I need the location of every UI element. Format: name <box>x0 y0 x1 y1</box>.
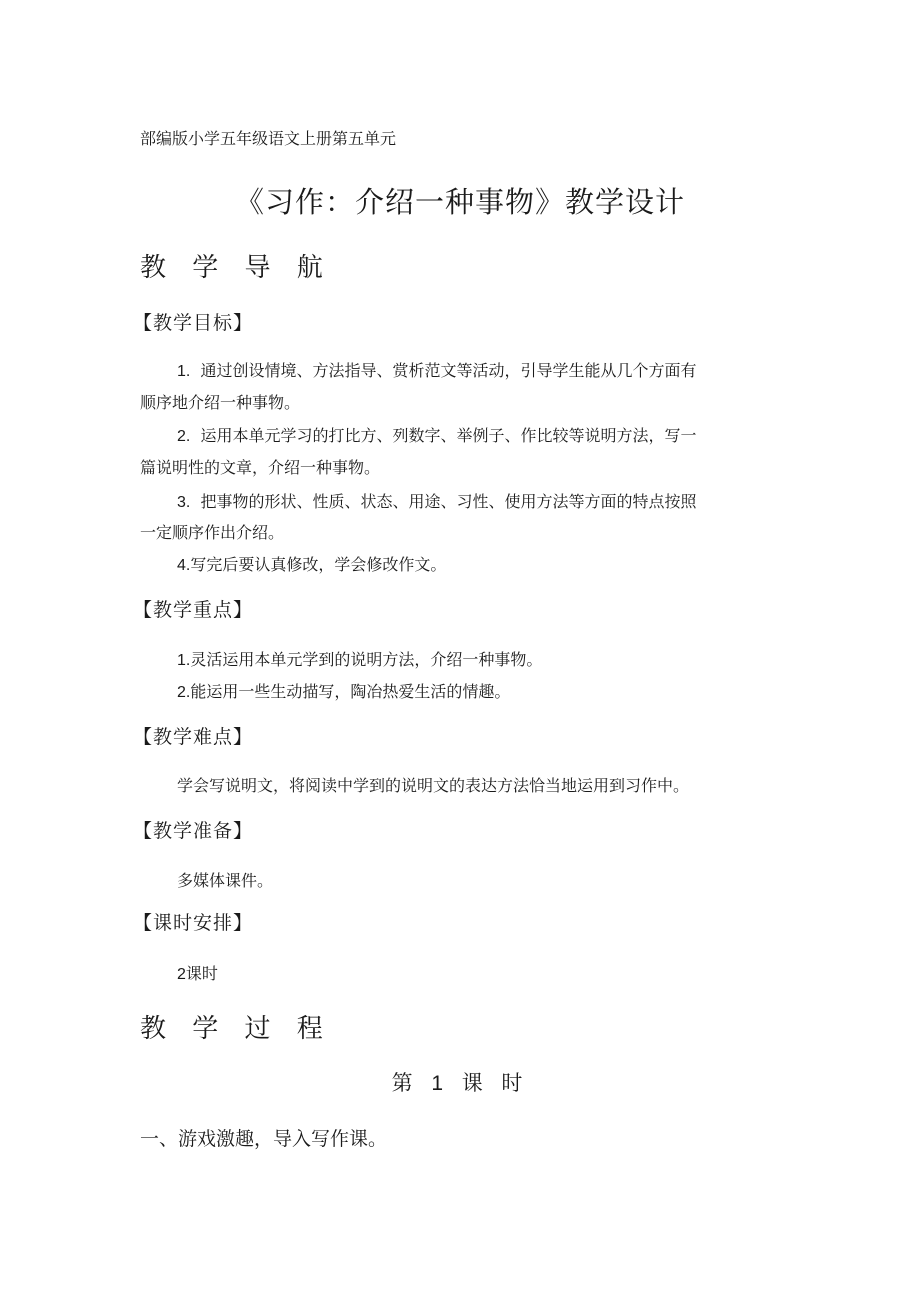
objective-item-3 <box>177 489 697 512</box>
heading-key-points: 【教学重点】 <box>133 599 254 621</box>
objective-item-1-cont: 顺序地介绍一种事物。 <box>140 393 301 412</box>
process-step-1: 一、游戏激趣，导入写作课。 <box>140 1128 388 1150</box>
objective-number: 4. <box>177 557 191 574</box>
objective-text: 把事物的形状、性质、状态、用途、习性、使用方法等方面的特点按照 <box>200 492 697 511</box>
heading-schedule: 【课时安排】 <box>133 912 254 934</box>
objective-item-2 <box>177 423 697 446</box>
key-point-item-2 <box>177 679 510 702</box>
objective-item-2-cont: 篇说明性的文章，介绍一种事物。 <box>140 458 381 477</box>
schedule-unit: 课时 <box>185 964 218 983</box>
objective-number: 3. <box>177 494 191 511</box>
objective-item-3-cont: 一定顺序作出介绍。 <box>140 523 285 542</box>
objective-item-1 <box>177 358 697 381</box>
difficulties-text: 学会写说明文，将阅读中学到的说明文的表达方法恰当地运用到习作中。 <box>177 776 690 795</box>
heading-objectives: 【教学目标】 <box>133 312 254 334</box>
document-subtitle: 部编版小学五年级语文上册第五单元 <box>140 129 397 148</box>
lesson-heading <box>0 1067 920 1097</box>
schedule-number: 2 <box>177 966 186 983</box>
objective-text: 写完后要认真修改，学会修改作文。 <box>190 555 447 574</box>
section-heading-guide: 教 学 导 航 <box>140 253 332 283</box>
key-point-number: 1. <box>177 652 191 669</box>
lesson-prefix: 第 <box>391 1071 419 1095</box>
heading-preparation: 【教学准备】 <box>133 820 254 842</box>
heading-difficulties: 【教学难点】 <box>133 726 254 748</box>
key-point-text: 能运用一些生动描写，陶冶热爱生活的情趣。 <box>190 682 511 701</box>
objective-number: 1. <box>177 363 191 380</box>
document-title: 《习作：介绍一种事物》教学设计 <box>234 185 685 219</box>
lesson-number: 1 <box>431 1072 449 1095</box>
objective-item-4 <box>177 552 446 575</box>
objective-number: 2. <box>177 428 191 445</box>
key-point-item-1 <box>177 647 542 670</box>
key-point-text: 灵活运用本单元学到的说明方法，介绍一种事物。 <box>190 650 543 669</box>
key-point-number: 2. <box>177 684 191 701</box>
objective-text: 运用本单元学习的打比方、列数字、举例子、作比较等说明方法，写一 <box>200 426 697 445</box>
objective-text: 通过创设情境、方法指导、赏析范文等活动，引导学生能从几个方面有 <box>200 361 697 380</box>
preparation-text: 多媒体课件。 <box>177 871 274 890</box>
section-heading-process: 教 学 过 程 <box>140 1014 332 1044</box>
schedule-text <box>177 961 218 984</box>
lesson-suffix: 课 时 <box>461 1071 529 1095</box>
